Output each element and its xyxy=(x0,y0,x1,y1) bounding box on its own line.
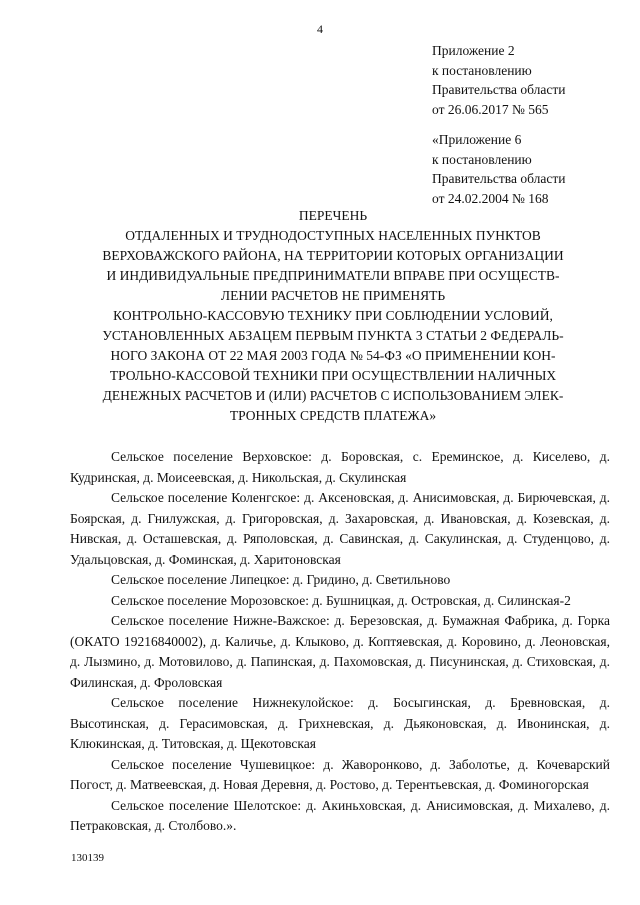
document-title xyxy=(62,206,604,426)
title-line: ТРОЛЬНО-КАССОВОЙ ТЕХНИКИ ПРИ ОСУЩЕСТВЛЕНИИ НАЛИЧНЫХ xyxy=(109,368,557,383)
title-line: ВЕРХОВАЖСКОГО РАЙОНА, НА ТЕРРИТОРИИ КОТОРЫХ ОРГАНИЗАЦИИ xyxy=(102,248,564,263)
appendix-current-line: к постановлению xyxy=(432,62,532,78)
appendix-current-line: от 26.06.2017 № 565 xyxy=(432,101,549,117)
document-code: 130139 xyxy=(71,852,104,864)
settlement-paragraph: Сельское поселение Шелотское: д. Акиньховская, д. Анисимовская, д. Михалево, д. Петраковская, д. Столбово.». xyxy=(70,797,610,833)
settlement-paragraph: Сельское поселение Морозовское: д. Бушницкая, д. Островская, д. Силинская-2 xyxy=(111,592,571,608)
settlements-list xyxy=(70,447,610,837)
settlement-paragraph: Сельское поселение Чушевицкое: д. Жаворонково, д. Заболотье, д. Кочеварский Погост, д. Матвеевская, д. Новая Деревня, д. Ростово, д. Терентьевская, д. Фоминогорская xyxy=(70,756,610,792)
settlement-paragraph: Сельское поселение Липецкое: д. Гридино, д. Светильново xyxy=(111,572,451,587)
title-line: КОНТРОЛЬНО-КАССОВУЮ ТЕХНИКУ ПРИ СОБЛЮДЕНИИ УСЛОВИЙ, xyxy=(113,308,553,323)
page-number: 4 xyxy=(317,22,323,36)
settlement-paragraph: Сельское поселение Коленгское: д. Аксеновская, д. Анисимовская, д. Бирючевская, д. Боярская, д. Гнилужская, д. Григоровская, д. Захаровская, д. Ивановская, д. Козевская, д. Нивская, д. Осташевская, д. Ряполовская, д. Савинская, д. Сакулинская, д. Студенцово, д. Удальцовская, д. Фоминская, д. Харитоновская xyxy=(70,490,610,567)
title-heading: ПЕРЕЧЕНЬ xyxy=(298,208,368,223)
appendix-current-line: Правительства области xyxy=(432,82,566,97)
appendix-current-line: Приложение 2 xyxy=(432,43,515,58)
settlement-paragraph: Сельское поселение Верховское: д. Боровская, с. Ереминское, д. Киселево, д. Кудринская, д. Моисеевская, д. Никольская, д. Скулинская xyxy=(70,449,610,485)
appendix-previous-line: «Приложение 6 xyxy=(432,132,522,147)
title-line: ЛЕНИИ РАСЧЕТОВ НЕ ПРИМЕНЯТЬ xyxy=(220,288,446,303)
title-line: И ИНДИВИДУАЛЬНЫЕ ПРЕДПРИНИМАТЕЛИ ВПРАВЕ ПРИ ОСУЩЕСТВ- xyxy=(106,268,560,283)
settlement-paragraph: Сельское поселение Нижнекулойское: д. Босыгинская, д. Бревновская, д. Высотинская, д. Герасимовская, д. Грихневская, д. Дьяконовская, д. Ивонинская, д. Клюкинская, д. Титовская, д. Щекотовская xyxy=(70,695,610,751)
appendix-previous-line: Правительства области xyxy=(432,171,566,186)
title-line: НОГО ЗАКОНА ОТ 22 МАЯ 2003 ГОДА № 54-ФЗ «О ПРИМЕНЕНИИ КОН- xyxy=(110,348,556,363)
appendix-previous-line: к постановлению xyxy=(432,151,532,167)
title-line: ДЕНЕЖНЫХ РАСЧЕТОВ И (ИЛИ) РАСЧЕТОВ С ИСПОЛЬЗОВАНИЕМ ЭЛЕК- xyxy=(102,388,564,403)
appendix-previous-line: от 24.02.2004 № 168 xyxy=(432,190,549,206)
title-line: ОТДАЛЕННЫХ И ТРУДНОДОСТУПНЫХ НАСЕЛЕННЫХ ПУНКТОВ xyxy=(125,228,541,243)
title-line: ТРОННЫХ СРЕДСТВ ПЛАТЕЖА» xyxy=(229,408,437,423)
title-line: УСТАНОВЛЕННЫХ АБЗАЦЕМ ПЕРВЫМ ПУНКТА 3 СТАТЬИ 2 ФЕДЕРАЛЬ- xyxy=(102,328,564,343)
settlement-paragraph: Сельское поселение Нижне-Важское: д. Березовская, д. Бумажная Фабрика, д. Горка (ОКАТО 19216840002), д. Каличье, д. Клыково, д. Коптяевская, д. Коровино, д. Леоновская, д. Лызмино, д. Мотовилово, д. Папинская, д. Пахомовская, д. Писунинская, д. Стиховская, д. Филинская, д. Фроловская xyxy=(70,613,610,690)
appendix-current-block xyxy=(432,41,632,119)
appendix-previous-block xyxy=(432,130,632,208)
